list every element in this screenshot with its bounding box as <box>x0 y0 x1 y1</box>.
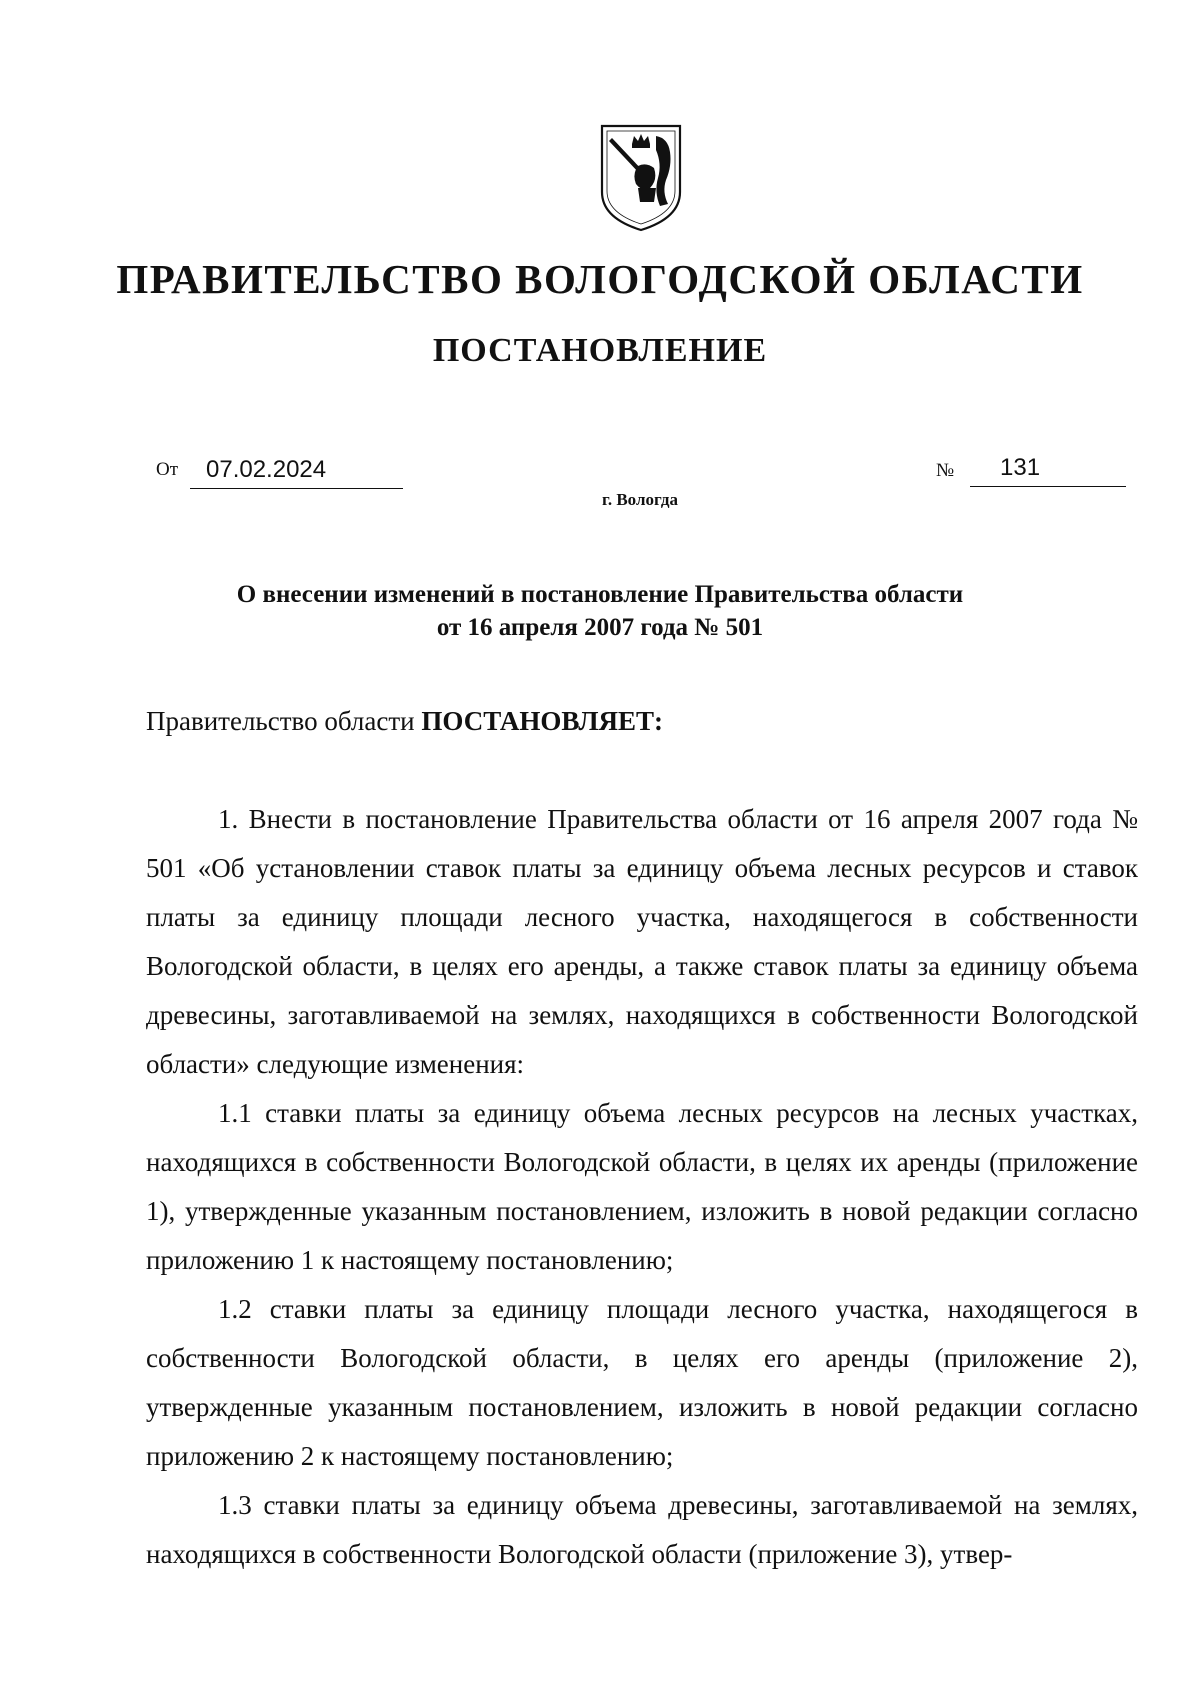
number-underline <box>970 486 1126 487</box>
decree-statement <box>146 706 663 737</box>
date-underline <box>190 488 403 489</box>
document-type-title: ПОСТАНОВЛЕНИЕ <box>432 332 768 369</box>
organization-title: ПРАВИТЕЛЬСТВО ВОЛОГОДСКОЙ ОБЛАСТИ <box>116 256 1084 302</box>
document-number: 131 <box>1000 454 1041 481</box>
decree-prefix: Правительство области <box>146 706 415 736</box>
paragraph-1-2: 1.2 ставки платы за единицу площади лесного участка, находящегося в собственности Вологодской области, в целях его аренды (приложение 2), утвержденные указанным постановлением, изложить в новой редакции согласно приложению 2 к настоящему постановлению; <box>146 1294 1138 1471</box>
document-date: 07.02.2024 <box>206 456 327 483</box>
coat-of-arms-emblem <box>598 122 684 234</box>
paragraph-1-3: 1.3 ставки платы за единицу объема древесины, заготавливаемой на землях, находящихся в собственности Вологодской области (приложение 3), утвер- <box>146 1490 1138 1569</box>
document-body <box>146 795 1138 1579</box>
date-label <box>156 458 178 481</box>
decree-verb: ПОСТАНОВЛЯЕТ: <box>421 706 663 736</box>
paragraph-1: 1. Внести в постановление Правительства области от 16 апреля 2007 года № 501 «Об установлении ставок платы за единицу объема лесных ресурсов и ставок платы за единицу площади лесного участка, находящегося в собственности Вологодской области, в целях его аренды, а также ставок платы за единицу объема древесины, заготавливаемой на землях, находящихся в собственности Вологодской области» следующие изменения: <box>146 804 1138 1079</box>
city-name: г. Вологда <box>602 490 678 509</box>
subject-line-2: от 16 апреля 2007 года № 501 <box>436 614 764 641</box>
date-label-text: От <box>156 459 179 480</box>
number-label: № <box>936 460 955 481</box>
subject-line-1: О внесении изменений в постановление Правительства области <box>236 581 964 608</box>
paragraph-1-1: 1.1 ставки платы за единицу объема лесных ресурсов на лесных участках, находящихся в собственности Вологодской области, в целях их аренды (приложение 1), утвержденные указанным постановлением, изложить в новой редакции согласно приложению 1 к настоящему постановлению; <box>146 1098 1138 1275</box>
document-subject <box>0 578 1200 644</box>
